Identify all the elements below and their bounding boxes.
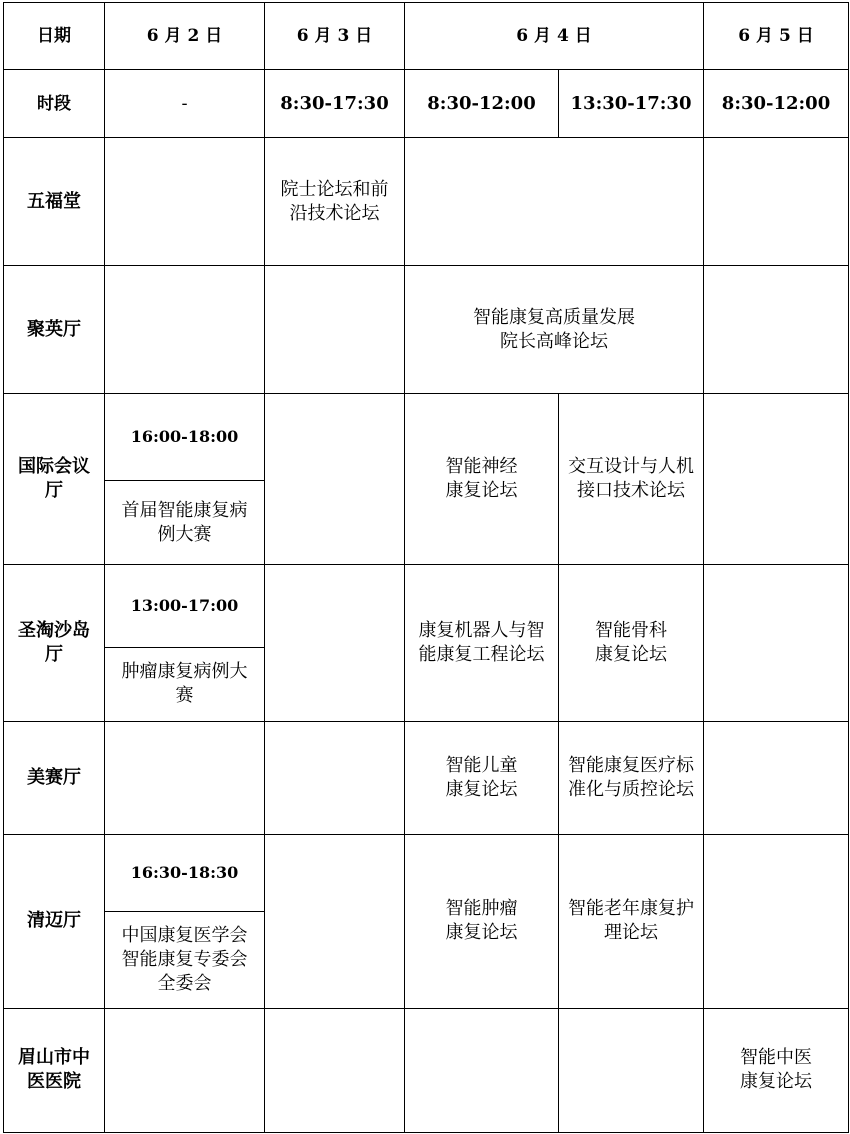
venue-row-shengtao	[4, 565, 849, 647]
period-jun5: 8:30-12:00	[704, 70, 849, 138]
event-guoji-jun4-pm: 交互设计与人机接口技术论坛	[559, 394, 704, 565]
time-shengtao-jun2: 13:00-17:00	[105, 565, 265, 647]
venue-meishan: 眉山市中医医院	[4, 1008, 105, 1132]
empty-cell	[105, 721, 265, 834]
empty-cell	[265, 834, 405, 1008]
schedule-table	[3, 2, 849, 1133]
empty-cell	[405, 1008, 559, 1132]
empty-cell	[265, 266, 405, 394]
empty-cell	[265, 721, 405, 834]
time-qingmai-jun2: 16:30-18:30	[105, 834, 265, 911]
period-header-label: 时段	[4, 70, 105, 138]
venue-row-guoji	[4, 394, 849, 481]
empty-cell	[704, 721, 849, 834]
venue-qingmai: 清迈厅	[4, 834, 105, 1008]
empty-cell	[704, 138, 849, 266]
venue-shengtao: 圣淘沙岛厅	[4, 565, 105, 721]
date-header-row	[4, 3, 849, 70]
event-qingmai-jun2: 中国康复医学会智能康复专委会全委会	[105, 911, 265, 1008]
empty-cell	[704, 394, 849, 565]
venue-row-qingmai	[4, 834, 849, 911]
empty-cell	[105, 1008, 265, 1132]
event-meishan-jun5: 智能中医康复论坛	[704, 1008, 849, 1132]
date-jun2: 6 月 2 日	[105, 3, 265, 70]
venue-row-juying	[4, 266, 849, 394]
period-jun4-pm: 13:30-17:30	[559, 70, 704, 138]
empty-cell	[105, 138, 265, 266]
venue-row-meishan	[4, 1008, 849, 1132]
venue-wufutang: 五福堂	[4, 138, 105, 266]
event-shengtao-jun2: 肿瘤康复病例大赛	[105, 647, 265, 721]
empty-cell	[559, 1008, 704, 1132]
venue-juying: 聚英厅	[4, 266, 105, 394]
date-jun3: 6 月 3 日	[265, 3, 405, 70]
empty-cell	[405, 138, 704, 266]
empty-cell	[265, 565, 405, 721]
event-qingmai-jun4-pm: 智能老年康复护理论坛	[559, 834, 704, 1008]
empty-cell	[265, 1008, 405, 1132]
empty-cell	[704, 266, 849, 394]
date-jun4: 6 月 4 日	[405, 3, 704, 70]
event-juying-jun4: 智能康复高质量发展院长高峰论坛	[405, 266, 704, 394]
time-guoji-jun2: 16:00-18:00	[105, 394, 265, 481]
empty-cell	[105, 266, 265, 394]
venue-guoji: 国际会议厅	[4, 394, 105, 565]
event-meisai-jun4-am: 智能儿童康复论坛	[405, 721, 559, 834]
empty-cell	[704, 565, 849, 721]
event-shengtao-jun4-pm: 智能骨科康复论坛	[559, 565, 704, 721]
date-header-label: 日期	[4, 3, 105, 70]
venue-meisai: 美赛厅	[4, 721, 105, 834]
event-meisai-jun4-pm: 智能康复医疗标准化与质控论坛	[559, 721, 704, 834]
venue-row-meisai	[4, 721, 849, 834]
period-jun3: 8:30-17:30	[265, 70, 405, 138]
period-row	[4, 70, 849, 138]
period-jun4-am: 8:30-12:00	[405, 70, 559, 138]
event-shengtao-jun4-am: 康复机器人与智能康复工程论坛	[405, 565, 559, 721]
event-guoji-jun2: 首届智能康复病例大赛	[105, 481, 265, 565]
event-qingmai-jun4-am: 智能肿瘤康复论坛	[405, 834, 559, 1008]
date-jun5: 6 月 5 日	[704, 3, 849, 70]
empty-cell	[265, 394, 405, 565]
event-wufutang-jun3: 院士论坛和前沿技术论坛	[265, 138, 405, 266]
venue-row-wufutang	[4, 138, 849, 266]
period-jun2: -	[105, 70, 265, 138]
empty-cell	[704, 834, 849, 1008]
event-guoji-jun4-am: 智能神经康复论坛	[405, 394, 559, 565]
